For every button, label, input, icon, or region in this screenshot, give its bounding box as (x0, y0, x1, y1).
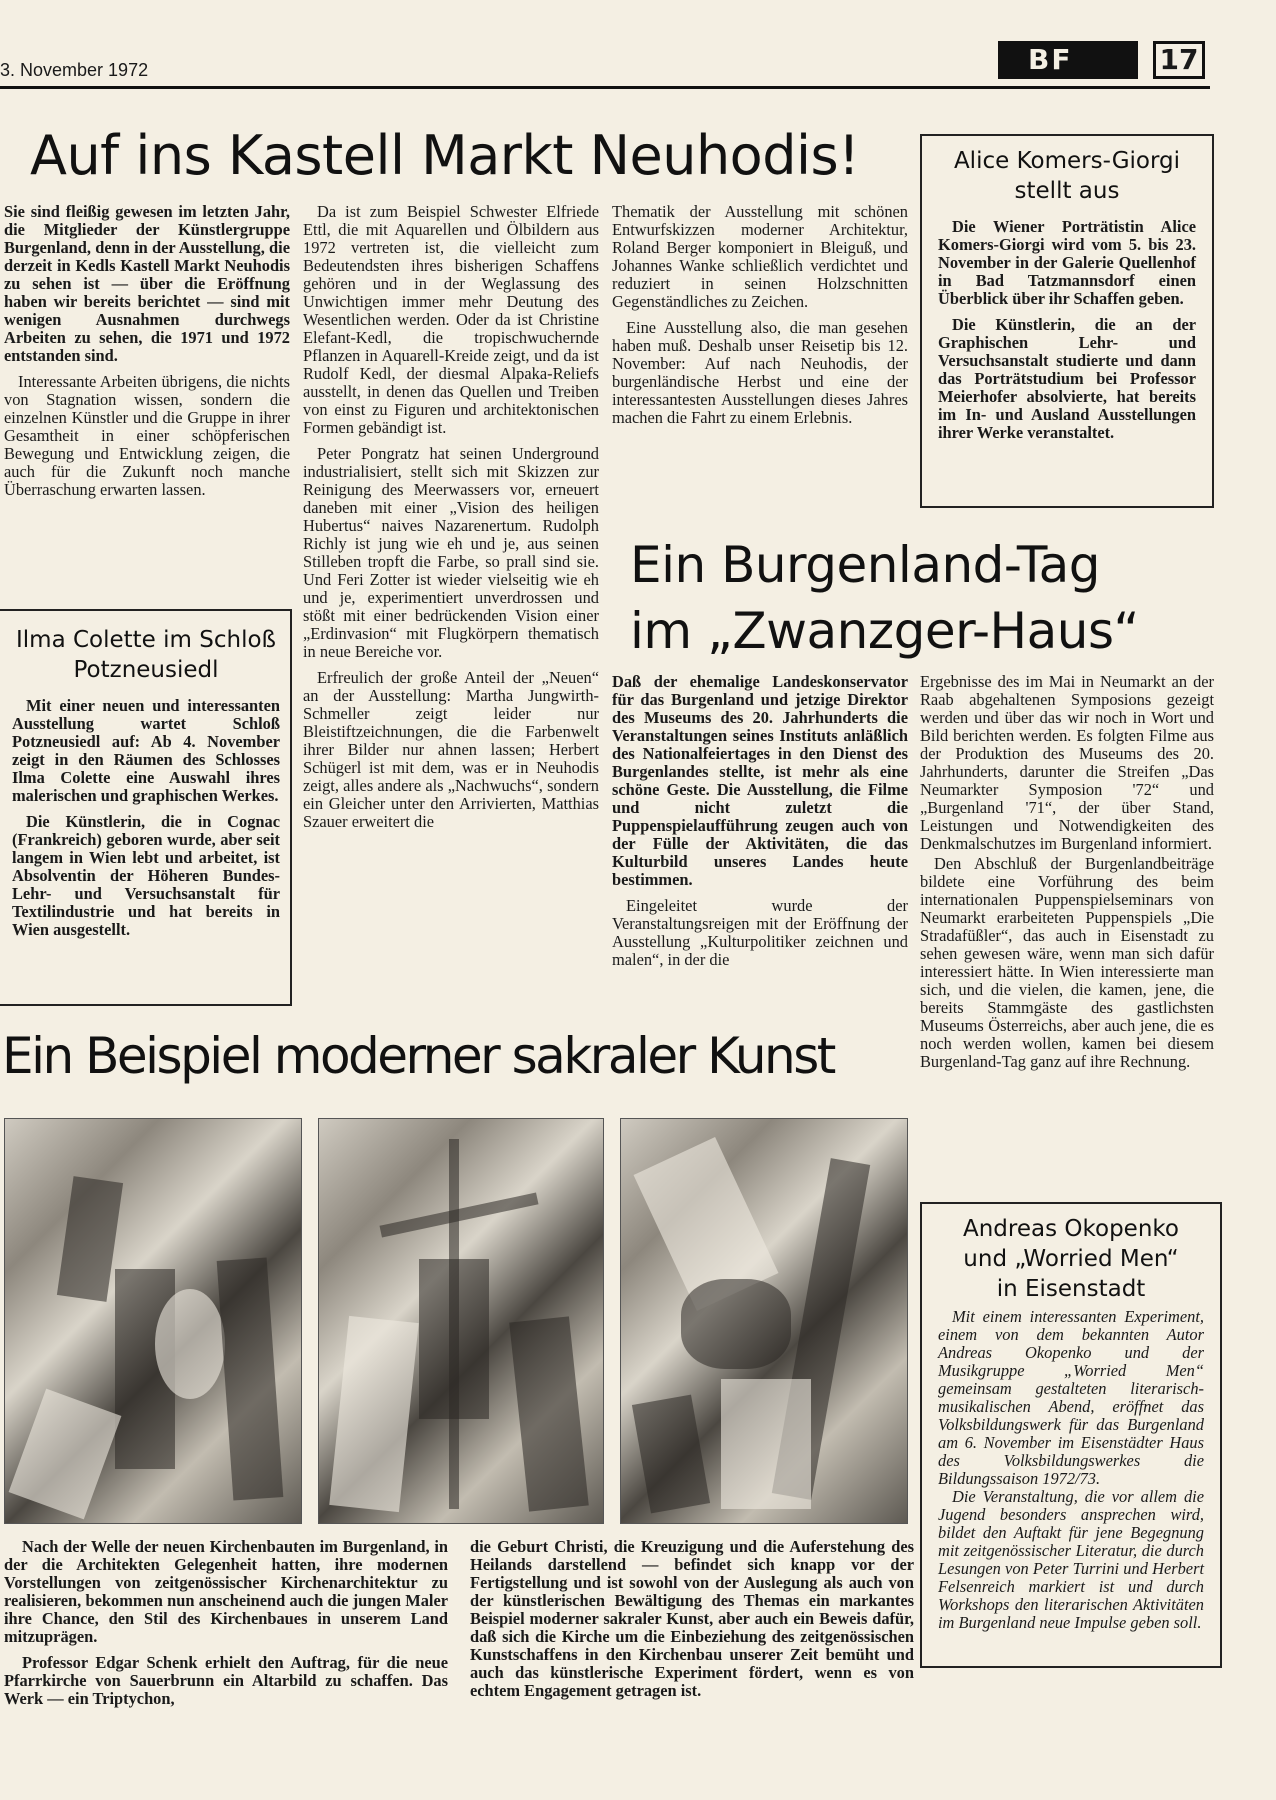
article2-col2 (920, 673, 1214, 1079)
triptych-panel-birth (4, 1118, 302, 1524)
article2-col1 (612, 673, 908, 977)
article3-col2-p1: die Geburt Christi, die Kreuzigung und die Auferstehung des Heilands darstellend — befindet sich knapp vor der Fertigstellung und ist sowohl von der Auslegung als auch von der künstlerischen Bewältigung des Themas ein markantes Beispiel moderner sakraler Kunst, aber auch ein Beweis dafür, daß sich die Kirche um die Einbeziehung des zeitgenössischen Kunstschaffens in den Kirchenbau unserer Zeit bemüht und auch das künstlerische Experiment fördert, wenn es von echtem Engagement getragen ist. (470, 1537, 914, 1700)
article1-col2-p1: Da ist zum Beispiel Schwester Elfriede Ettl, die mit Aquarellen und Ölbildern aus 1972 vertreten ist, die vielleicht zum Bedeutendsten ihres bisherigen Schaffens gehören und in der Weglassung des Unwichtigen immer mehr Deutung des Wesentlichen werden. Oder da ist Christine Elefant-Kedl, die tropischwuchernde Pflanzen in Aquarell-Kreide zeigt, und da ist Rudolf Kedl, der diesmal Alpaka-Reliefs ausstellt, in denen das Quellen und Treiben von einst zu Figuren und architektonischen Formen gebändigt ist. (303, 202, 599, 437)
komers-p1: Die Wiener Porträtistin Alice Komers-Giorgi wird vom 5. bis 23. November in der Galerie Quellenhof in Bad Tatzmannsdorf einen Überblick über ihr Schaffen geben. (938, 217, 1196, 308)
article2-title-line2: im „Zwanzger-Haus“ (630, 602, 1139, 660)
article1-col1 (4, 203, 290, 507)
article3-col2 (470, 1538, 914, 1708)
article1-col2-p3: Erfreulich der große Anteil der „Neuen“ an der Ausstellung: Martha Jungwirth-Schmeller zeigt leider nur Bleistiftzeichnungen, die die Farbenwelt ihrer Bilder nur ahnen lassen; Herbert Schügerl ist mit dem, was er in Neuhodis zeigt, alles andere als „Nachwuchs“, sondern ein Gleicher unter den Arrivierten, Matthias Szauer erweitert die (303, 668, 599, 831)
okopenko-box (920, 1202, 1222, 1668)
article2-title (630, 532, 1139, 664)
article1-col2-p2: Peter Pongratz hat seinen Underground industrialisiert, stellt sich mit Skizzen zur Reinigung des Meerwassers vor, erneuert daneben mit einer „Vision des heiligen Hubertus“ naives Nazarenertum. Rudolph Richly ist jung wie eh und je, aus seinen Stilleben tropft die Farbe, so prall sind sie. Und Feri Zotter ist wieder vielseitig wie eh und je, experimentiert unverdrossen und stößt mit einer bedrückenden Vision einer „Erdinvasion“ mit Flugkörpern thematisch in neue Bereiche vor. (303, 444, 599, 661)
page-number: 17 (1153, 41, 1205, 79)
article3-col1 (4, 1538, 448, 1716)
article1-lead: Sie sind fleißig gewesen im letzten Jahr, die Mitglieder der Künstlergruppe Burgenland, denn in der Ausstellung, die derzeit in Kedls Kastell Markt Neuhodis zu sehen ist — über die Eröffnung haben wir bereits berichtet — sind mit wenigen Ausnahmen durchwegs Arbeiten zu sehen, die 1971 und 1972 entstanden sind. (4, 202, 290, 365)
triptych-panel-crucifixion (318, 1118, 604, 1524)
article2-col2-p2: Den Abschluß der Burgenlandbeiträge bildete eine Vorführung des beim internationalen Puppenspielseminars von Neumarkt erarbeiteten Puppenspiels „Die Stradafüßler“, das auch in Eisenstadt zu sehen gewesen wäre, wenn man sich dafür interessiert hätte. In Wien interessierte man sich, und die vielen, die kamen, jene, die bereits Stammgäste des gastlichsten Museums Österreichs, aber auch jene, die es noch werden wollen, kamen bei diesem Burgenland-Tag ganz auf ihre Rechnung. (920, 854, 1214, 1071)
okopenko-title-line3: in Eisenstadt (996, 1276, 1146, 1302)
okopenko-title-line2: und „Worried Men“ (963, 1246, 1179, 1272)
okopenko-title-line1: Andreas Okopenko (963, 1216, 1179, 1242)
article1-col3-p1: Thematik der Ausstellung mit schönen Entwurfskizzen moderner Architektur, Roland Berger komponiert in Bleiguß, und Johannes Wanke schließlich verdichtet und reduziert in seinen Holzschnitten Gegenständliches zu Zeichen. (612, 202, 908, 311)
masthead-logo: BF (1028, 43, 1073, 76)
article1-col1-p2: Interessante Arbeiten übrigens, die nichts von Stagnation wissen, sondern die einzelnen Künstler und die Gruppe in ihrer Gesamtheit in einer schöpferischen Bewegung und Entwicklung zeigen, die auch für die Zukunft noch manche Überraschung erwarten lassen. (4, 372, 290, 499)
okopenko-p1: Mit einem interessanten Experiment, einem von dem bekannten Autor Andreas Okopenko und der Musikgruppe „Worried Men“ gemeinsam gestalteten literarisch-musikalischen Abend, eröffnet das Volksbildungswerk für das Burgenland am 6. November im Eisenstädter Haus des Volksbildungswerkes die Bildungssaison 1972/73. (938, 1307, 1204, 1488)
komers-p2: Die Künstlerin, die an der Graphischen Lehr- und Versuchsanstalt studierte und dann das Porträtstudium bei Professor Meierhofer absolvierte, hat bereits im In- und Ausland Ausstellungen ihrer Werke veranstaltet. (938, 315, 1196, 442)
header-rule (0, 86, 1210, 89)
article1-col3 (612, 203, 908, 435)
article1-title: Auf ins Kastell Markt Neuhodis! (30, 124, 860, 187)
colette-title-line2: Potzneusiedl (73, 657, 219, 683)
article2-title-line1: Ein Burgenland-Tag (630, 536, 1100, 594)
colette-box (0, 609, 292, 1006)
article1-col3-p2: Eine Ausstellung also, die man gesehen haben muß. Deshalb unser Reisetip bis 12. November: Auf nach Neuhodis, der burgenländische Herbst und eine der interessantesten Ausstellungen dieses Jahres machen die Fahrt zu einem Erlebnis. (612, 318, 908, 427)
okopenko-title (934, 1214, 1208, 1304)
komers-title (934, 146, 1200, 206)
colette-p1: Mit einer neuen und interessanten Ausstellung wartet Schloß Potzneusiedl auf: Ab 4. November zeigt in den Räumen des Schlosses Ilma Colette eine Auswahl ihres malerischen und graphischen Werkes. (12, 696, 280, 805)
article2-p2: Eingeleitet wurde der Veranstaltungsreigen mit der Eröffnung der Ausstellung „Kulturpolitiker zeichnen und malen“, in der die (612, 896, 908, 969)
colette-title-line1: Ilma Colette im Schloß (15, 627, 277, 653)
okopenko-p2: Die Veranstaltung, die vor allem die Jugend besonders ansprechen wird, bildet den Auftakt für jene Begegnung mit zeitgenössischer Literatur, die durch Lesungen von Peter Turrini und Herbert Felsenreich markiert ist und durch Workshops den literarischen Aktivitäten im Burgenland neue Impulse geben soll. (938, 1487, 1204, 1632)
colette-p2: Die Künstlerin, die in Cognac (Frankreich) geboren wurde, aber seit langem in Wien lebt und arbeitet, ist Absolventin der Höheren Bundes-Lehr- und Versuchsanstalt für Textilindustrie und hat bereits in Wien ausgestellt. (12, 812, 280, 939)
article3-title: Ein Beispiel moderner sakraler Kunst (2, 1027, 834, 1085)
article2-lead: Daß der ehemalige Landeskonservator für das Burgenland und jetzige Direktor des Museums des 20. Jahrhunderts die Veranstaltungen seines Instituts anläßlich des Nationalfeiertages in den Dienst des Burgenlandes stellte, ist mehr als eine schöne Geste. Die Ausstellung, die Filme und nicht zuletzt die Puppenspielaufführung zeugen auch von der Fülle der Aktivitäten, die das Kulturbild unseres Landes heute bestimmen. (612, 672, 908, 889)
article2-col2-p1: Ergebnisse des im Mai in Neumarkt an der Raab abgehaltenen Symposions gezeigt werden und über das wir noch in Wort und Bild berichten werden. Es folgten Filme aus der Produktion des Museums des 20. Jahrhunderts, darunter die Streifen „Das Neumarkter Symposion '72“ und „Burgenland '71“, der über Stand, Leistungen und Notwendigkeiten des Denkmalschutzes im Burgenland informiert. (920, 672, 1214, 853)
page-date: 3. November 1972 (0, 60, 149, 80)
komers-title-line1: Alice Komers-Giorgi (953, 148, 1181, 174)
triptych-panel-resurrection (620, 1118, 908, 1524)
article1-col2 (303, 203, 599, 839)
colette-title (12, 625, 280, 685)
article3-col1-p2: Professor Edgar Schenk erhielt den Auftrag, für die neue Pfarrkirche von Sauerbrunn ein Altarbild zu schaffen. Das Werk — ein Triptychon, (4, 1653, 448, 1708)
komers-title-line2: stellt aus (1014, 178, 1120, 204)
komers-box (920, 134, 1214, 508)
article3-col1-p1: Nach der Welle der neuen Kirchenbauten im Burgenland, in der die Architekten Gelegenheit hatten, ihre modernen Vorstellungen von zeitgenössischer Kirchenarchitektur zu realisieren, bekommen nun anscheinend auch die jungen Maler ihre Chance, den Stil des Kirchenbaues in unserem Land mitzuprägen. (4, 1537, 448, 1646)
